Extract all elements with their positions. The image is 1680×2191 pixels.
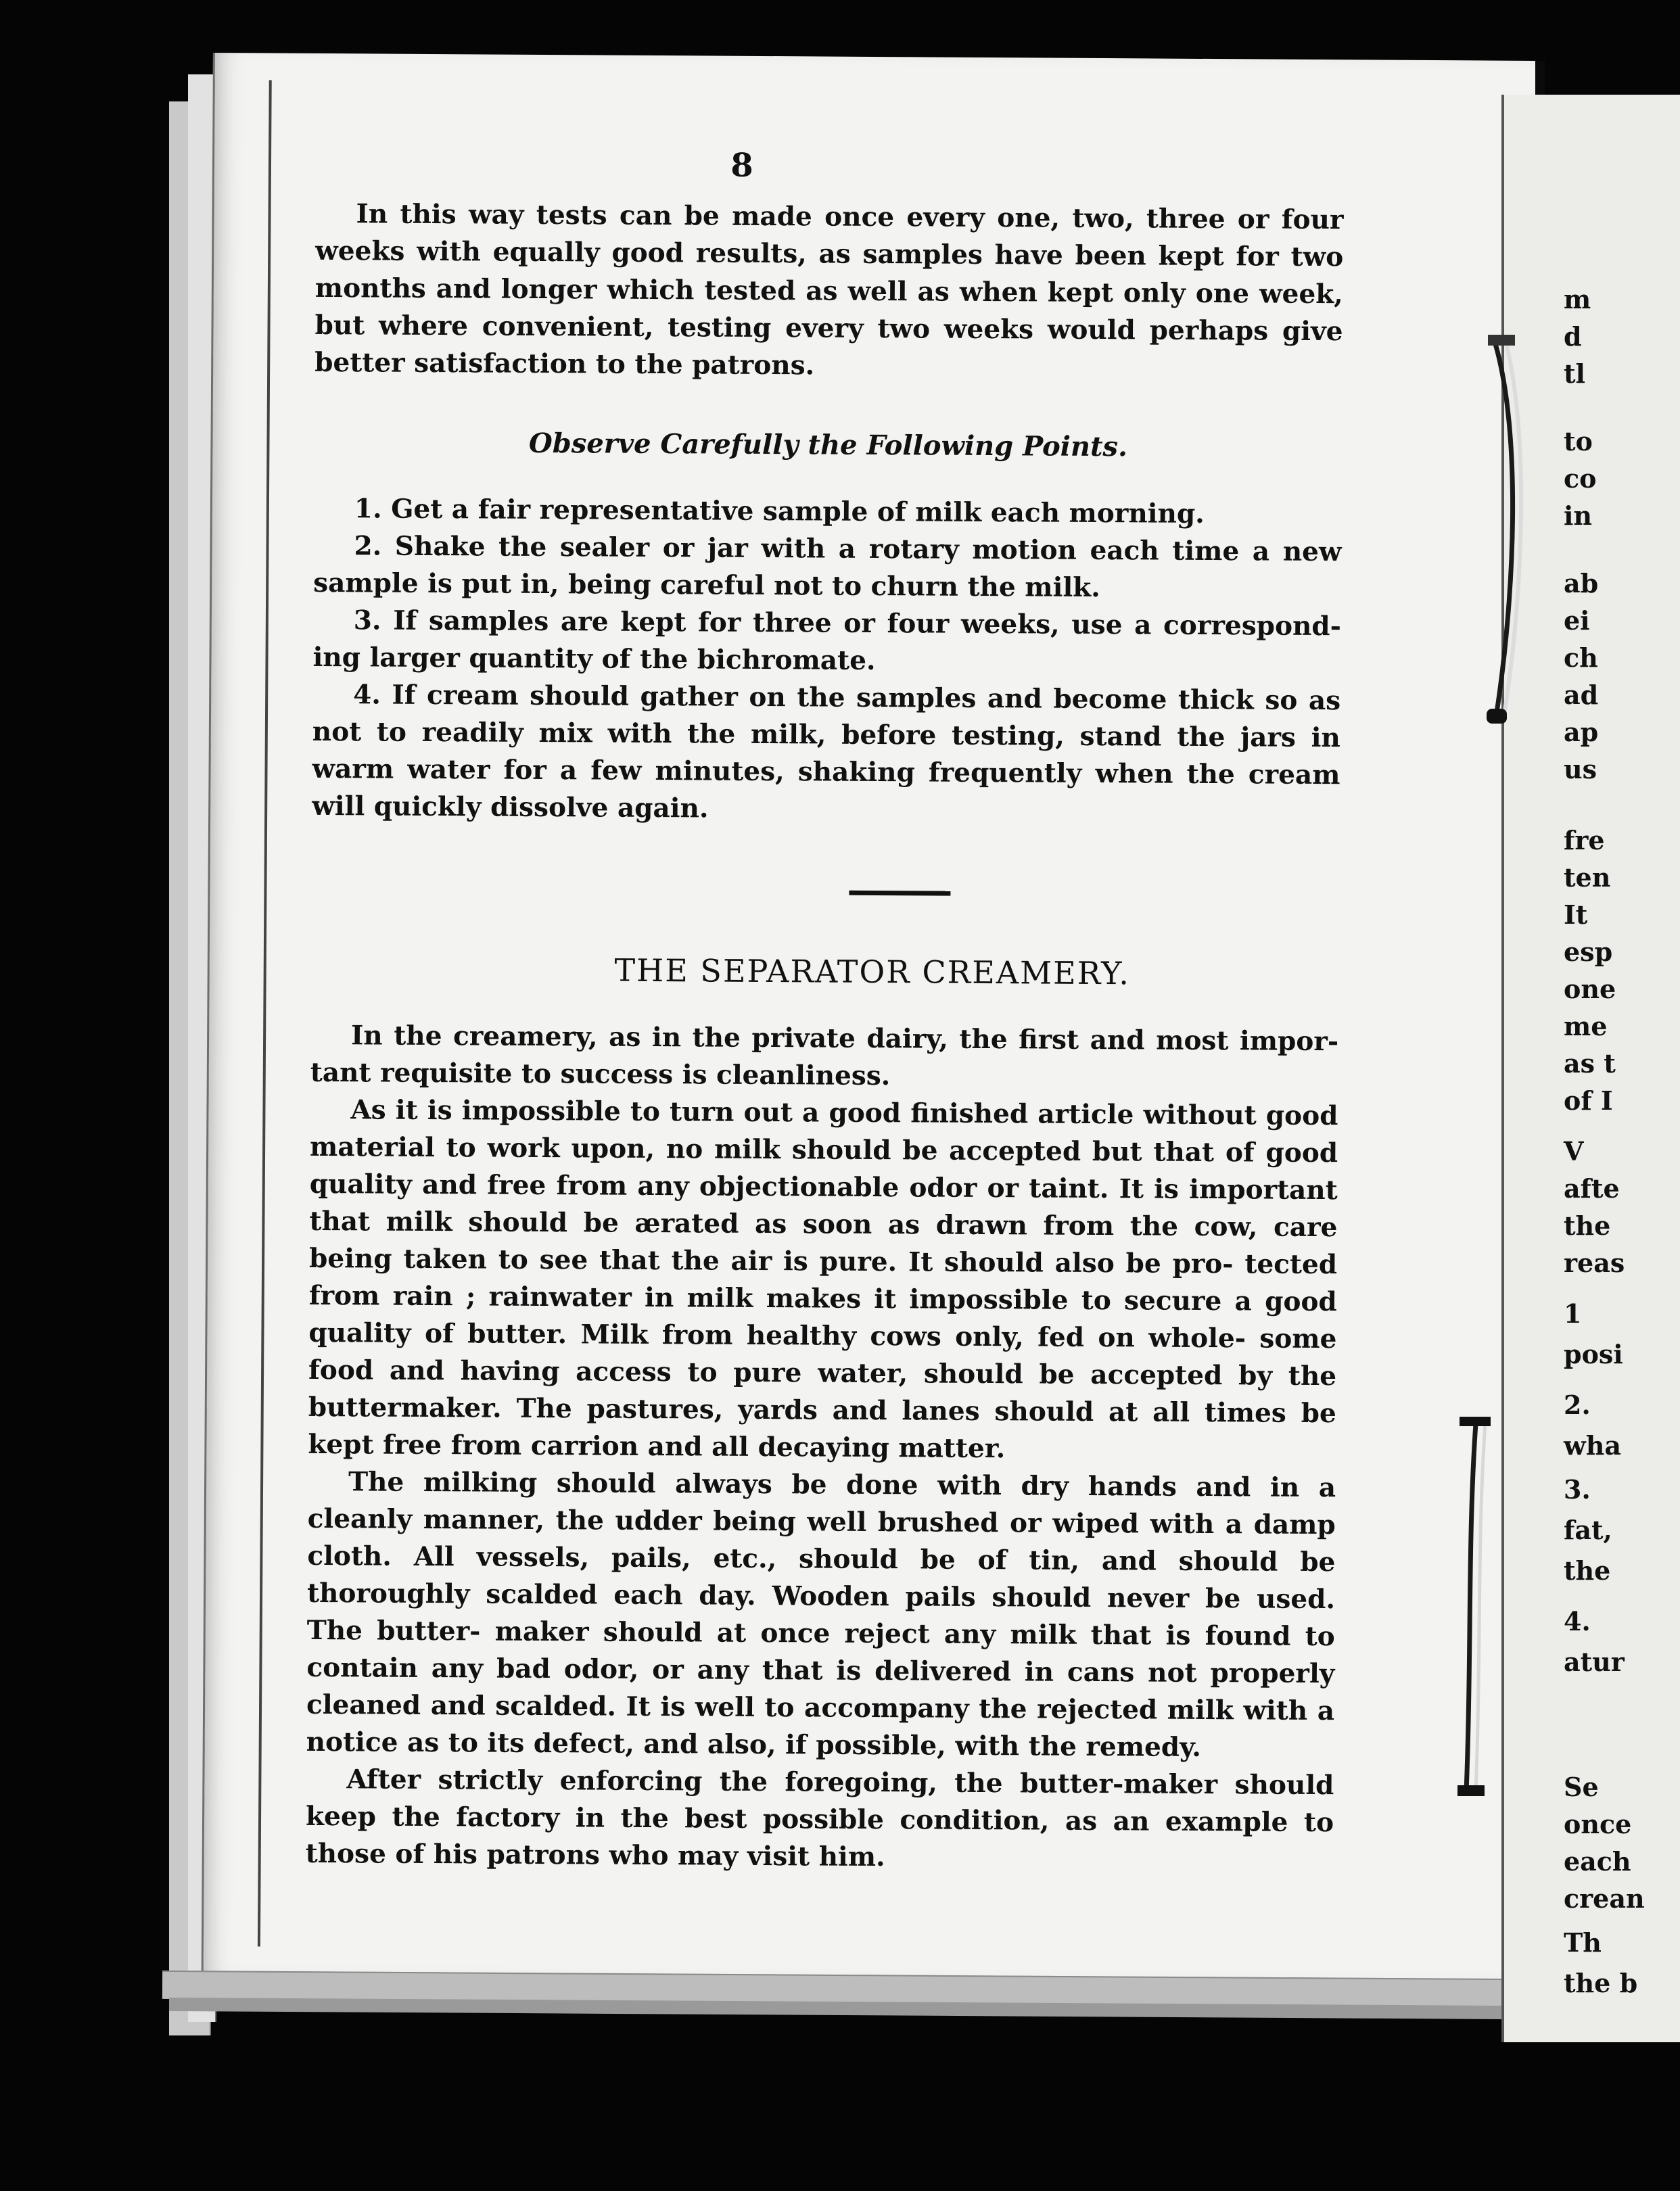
section-paragraph: In the creamery, as in the private dairy, the first and most impor- tant requisite to success is cleanliness. xyxy=(310,1020,1339,1092)
facing-text-fragment: ten xyxy=(1564,862,1611,893)
facing-text-fragment: atur xyxy=(1564,1647,1625,1677)
facing-text-fragment: as t xyxy=(1564,1048,1616,1079)
facing-text-fragment: reas xyxy=(1564,1248,1625,1278)
point-item: 3. If samples are kept for three or four weeks, use a correspond- ing larger quantity of the bichromate. xyxy=(312,605,1341,676)
facing-text-fragment: It xyxy=(1564,899,1588,930)
facing-text-fragment: 4. xyxy=(1564,1606,1591,1636)
facing-text-fragment: me xyxy=(1564,1011,1608,1041)
facing-text-fragment: m xyxy=(1564,284,1591,314)
section-paragraph: After strictly enforcing the foregoing, the butter-maker should keep the factory in the best possible condition, as an example to those of his patrons who may visit him. xyxy=(305,1764,1334,1873)
margin-rule xyxy=(258,80,272,1947)
page-text-block xyxy=(306,145,1345,1879)
facing-text-fragment: afte xyxy=(1564,1173,1620,1204)
points-heading: Observe Carefully the Following Points. xyxy=(528,427,1128,463)
section-paragraph: The milking should always be done with dry hands and in a cleanly manner, the udder being well brushed or wiped with a damp cloth. All vessels, pails, etc., should be of tin, and should be thoroughly scalded each day. Wooden pails should never be used. The butter- maker should at once reject any milk that is found to contain any bad odor, or any that is delivered in cans not properly cleaned and scalded. It is well to accompany the rejected milk with a notice as to its defect, and also, if possible, with the remedy. xyxy=(306,1466,1336,1763)
facing-text-fragment: ab xyxy=(1564,568,1599,598)
facing-text-fragment: fre xyxy=(1564,825,1605,855)
point-item: 2. Shake the sealer or jar with a rotary motion each time a new sample is put in, being careful not to churn the milk. xyxy=(313,530,1342,604)
point-item: 4. If cream should gather on the samples and become thick so as not to readily mix with the milk, before testing, stand the jars in warm water for a few minutes, shaking frequently when the cream will quickly dissolve again. xyxy=(312,679,1341,824)
facing-text-fragment: 1 xyxy=(1564,1298,1582,1329)
facing-text-fragment: co xyxy=(1564,463,1597,494)
facing-text-fragment: esp xyxy=(1564,937,1613,967)
facing-text-fragment: in xyxy=(1564,500,1593,531)
facing-text-fragment: ei xyxy=(1564,605,1590,636)
point-item: 1. Get a fair representative sample of milk each morning. xyxy=(354,493,1205,529)
facing-text-fragment: one xyxy=(1564,974,1616,1004)
facing-text-fragment: V xyxy=(1564,1136,1584,1167)
section-paragraph: As it is impossible to turn out a good finished article without good material to work upon, no milk should be accepted but that of good quality and free from any objectionable odor or taint. It is important that milk should be ærated as soon as drawn from the cow, care being taken to see that the air is pure. It should also be pro- tected from rain ; rainwater in milk makes it impossible to secure a good quality of butter. Milk from healthy cows only, fed on whole- some food and having access to pure water, should be accepted by the buttermaker. The pastures, yards and lanes should at all times be kept free from carrion and all decaying matter. xyxy=(308,1094,1338,1465)
facing-text-fragment: tl xyxy=(1564,358,1585,389)
facing-text-fragment: Se xyxy=(1564,1772,1599,1802)
facing-text-fragment: posi xyxy=(1564,1339,1623,1369)
facing-text-fragment: once xyxy=(1564,1809,1632,1839)
section-title: THE SEPARATOR CREAMERY. xyxy=(614,951,1131,992)
page-number: 8 xyxy=(730,146,753,185)
facing-text-fragment: to xyxy=(1564,426,1593,456)
facing-text-fragment: fat, xyxy=(1564,1515,1612,1545)
facing-text-fragment: ad xyxy=(1564,680,1599,710)
facing-text-fragment: 3. xyxy=(1564,1474,1591,1505)
facing-text-fragment: us xyxy=(1564,754,1597,784)
section-divider xyxy=(849,891,950,896)
facing-text-fragment: ap xyxy=(1564,717,1599,747)
facing-text-fragment: d xyxy=(1564,321,1582,352)
facing-page xyxy=(1501,95,1680,2042)
intro-paragraph: In this way tests can be made once every one, two, three or four weeks with equally good results, as samples have been kept for two months and longer which tested as well as when kept only one week, but where convenient, testing every two weeks would perhaps give better satisfaction to the patrons. xyxy=(314,198,1344,381)
facing-text-fragment: Th xyxy=(1564,1927,1602,1958)
facing-text-fragment: the xyxy=(1564,1210,1611,1241)
facing-text-fragment: crean xyxy=(1564,1883,1645,1914)
facing-text-fragment: of I xyxy=(1564,1085,1613,1116)
facing-text-fragment: ch xyxy=(1564,642,1598,673)
facing-text-fragment: each xyxy=(1564,1846,1631,1877)
facing-text-fragment: wha xyxy=(1564,1430,1621,1461)
main-page xyxy=(202,53,1537,1981)
facing-text-fragment: the b xyxy=(1564,1968,1638,1998)
facing-text-fragment: the xyxy=(1564,1555,1611,1586)
facing-text-fragment: 2. xyxy=(1564,1390,1591,1420)
